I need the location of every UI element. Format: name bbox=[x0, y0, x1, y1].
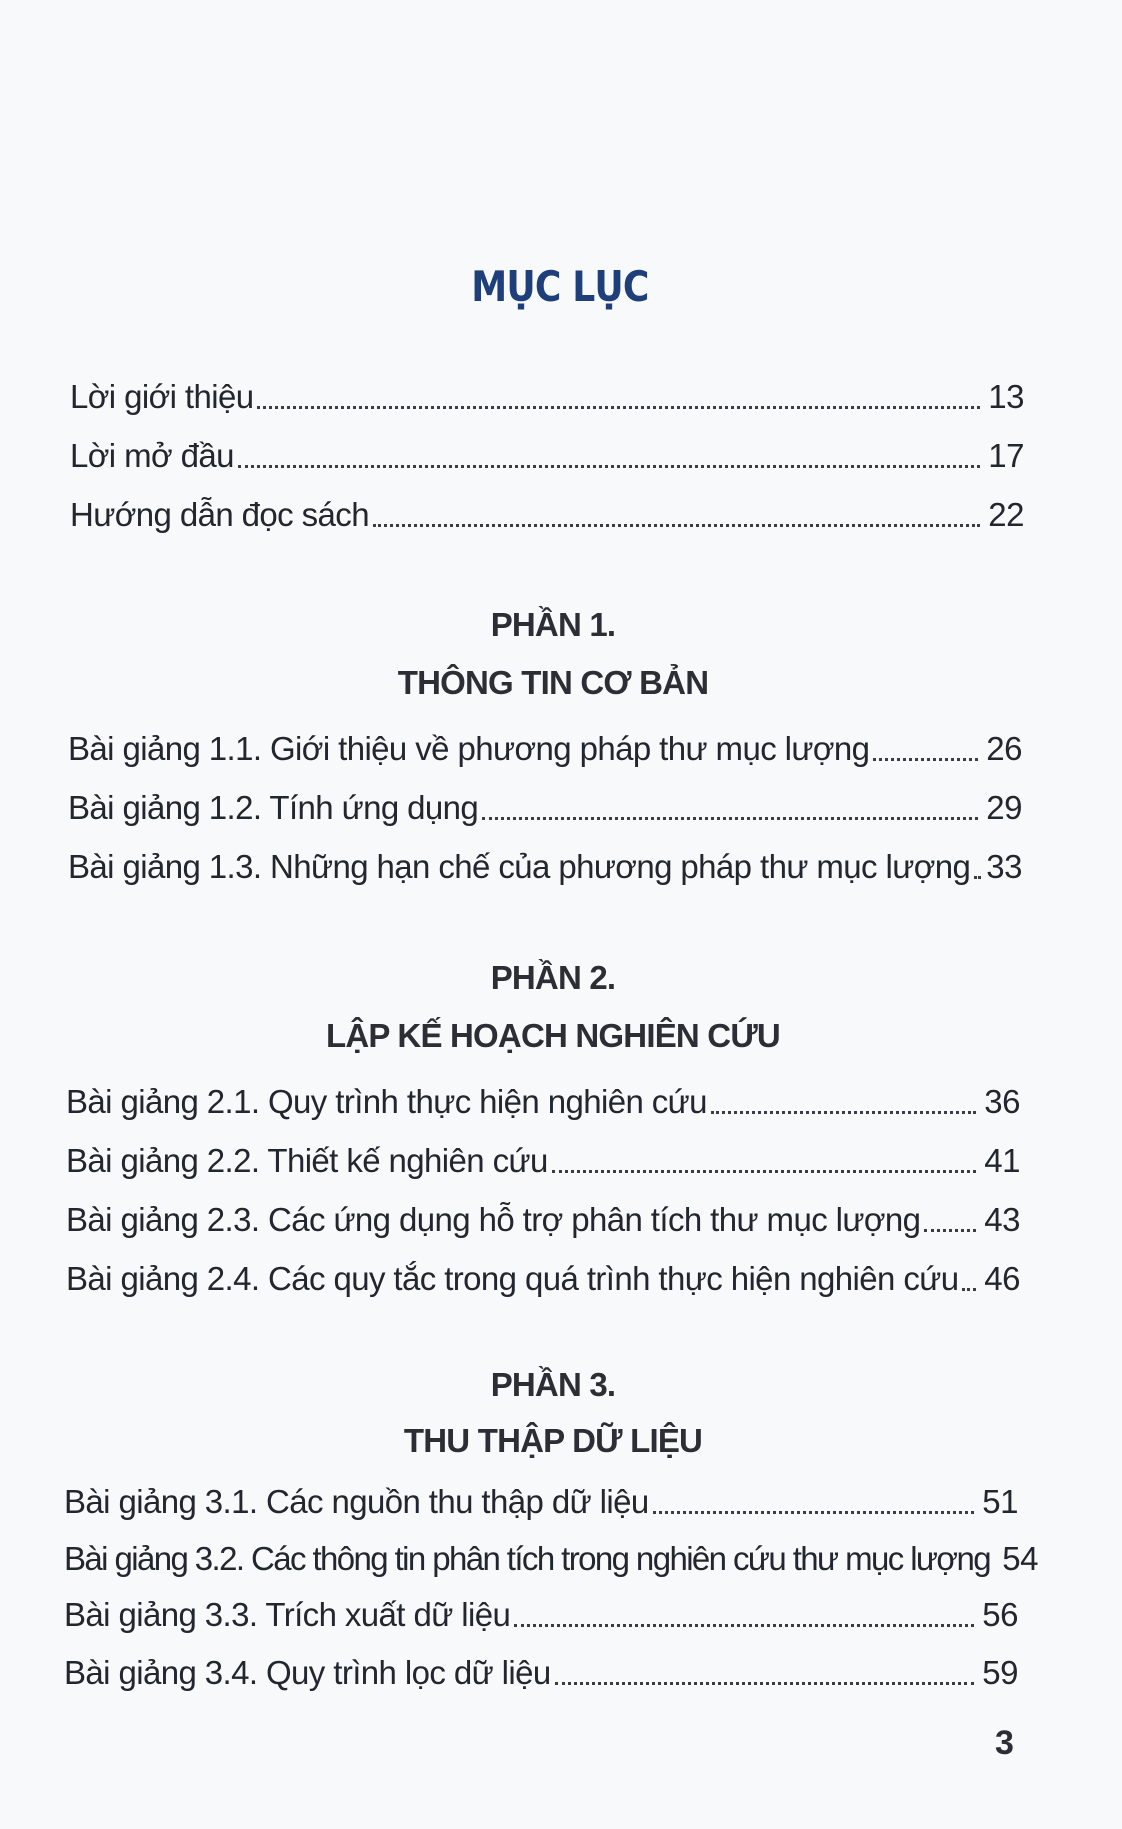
toc-entry-page: 29 bbox=[986, 789, 1022, 826]
toc-entry bbox=[66, 1198, 1020, 1242]
toc-entry-preface bbox=[70, 434, 1024, 478]
dot-leader bbox=[962, 1287, 976, 1291]
toc-entry-page: 51 bbox=[982, 1483, 1018, 1520]
toc-entry-reading-guide bbox=[70, 493, 1024, 537]
toc-entry-intro bbox=[70, 375, 1024, 419]
toc-entry-page: 43 bbox=[984, 1201, 1020, 1238]
part-1-subtitle: THÔNG TIN CƠ BẢN bbox=[397, 664, 709, 701]
toc-entry bbox=[64, 1480, 1018, 1524]
toc-entry-label: Bài giảng 2.2. Thiết kế nghiên cứu bbox=[66, 1142, 548, 1179]
part-2-subtitle: LẬP KẾ HOẠCH NGHIÊN CỨU bbox=[326, 1017, 780, 1054]
toc-entry bbox=[66, 1257, 1020, 1301]
dot-leader bbox=[873, 757, 978, 761]
toc-entry-label: Hướng dẫn đọc sách bbox=[70, 496, 369, 533]
toc-entry-label: Bài giảng 2.4. Các quy tắc trong quá trình thực hiện nghiên cứu bbox=[66, 1260, 959, 1297]
toc-entry bbox=[68, 727, 1022, 771]
toc-entry-page: 17 bbox=[988, 437, 1024, 474]
toc-entry-label: Lời mở đầu bbox=[70, 437, 234, 474]
part-3-heading: PHẦN 3. bbox=[490, 1366, 616, 1403]
toc-entry-page: 56 bbox=[982, 1596, 1018, 1633]
dot-leader bbox=[514, 1623, 974, 1627]
toc-entry-page: 54 bbox=[1002, 1540, 1038, 1577]
toc-entry bbox=[66, 1080, 1020, 1124]
toc-entry-page: 26 bbox=[986, 730, 1022, 767]
part-3-subtitle: THU THẬP DỮ LIỆU bbox=[403, 1422, 703, 1459]
toc-entry bbox=[64, 1537, 1038, 1581]
part-1-heading: PHẦN 1. bbox=[490, 606, 616, 643]
toc-entry-label: Bài giảng 3.3. Trích xuất dữ liệu bbox=[64, 1596, 511, 1633]
part-2-heading: PHẦN 2. bbox=[490, 959, 616, 996]
dot-leader bbox=[482, 816, 978, 820]
toc-entry-label: Bài giảng 3.2. Các thông tin phân tích trong nghiên cứu thư mục lượng bbox=[64, 1540, 990, 1577]
toc-entry bbox=[66, 1139, 1020, 1183]
page-title: MỤC LỤC bbox=[471, 262, 649, 311]
toc-entry-page: 22 bbox=[988, 496, 1024, 533]
toc-entry-label: Bài giảng 2.1. Quy trình thực hiện nghiên cứu bbox=[66, 1083, 707, 1120]
toc-entry bbox=[68, 845, 1022, 889]
dot-leader bbox=[711, 1110, 976, 1114]
dot-leader bbox=[373, 523, 980, 527]
toc-entry-page: 13 bbox=[988, 378, 1024, 415]
toc-entry bbox=[68, 786, 1022, 830]
toc-entry-page: 59 bbox=[982, 1654, 1018, 1691]
dot-leader bbox=[257, 405, 980, 409]
dot-leader bbox=[974, 875, 978, 879]
toc-entry-label: Bài giảng 1.1. Giới thiệu về phương pháp thư mục lượng bbox=[68, 730, 870, 767]
toc-entry-page: 41 bbox=[984, 1142, 1020, 1179]
page-number: 3 bbox=[995, 1724, 1014, 1762]
toc-entry-label: Bài giảng 1.2. Tính ứng dụng bbox=[68, 789, 479, 826]
toc-entry-label: Bài giảng 2.3. Các ứng dụng hỗ trợ phân tích thư mục lượng bbox=[66, 1201, 921, 1238]
dot-leader bbox=[924, 1228, 976, 1232]
toc-entry-label: Bài giảng 3.4. Quy trình lọc dữ liệu bbox=[64, 1654, 551, 1691]
dot-leader bbox=[653, 1510, 974, 1514]
toc-entry-label: Bài giảng 1.3. Những hạn chế của phương pháp thư mục lượng bbox=[68, 848, 971, 885]
toc-entry-label: Bài giảng 3.1. Các nguồn thu thập dữ liệu bbox=[64, 1483, 649, 1520]
dot-leader bbox=[238, 464, 980, 468]
toc-entry bbox=[64, 1593, 1018, 1637]
toc-entry-label: Lời giới thiệu bbox=[70, 378, 254, 415]
dot-leader bbox=[555, 1681, 974, 1685]
toc-entry-page: 36 bbox=[984, 1083, 1020, 1120]
toc-entry bbox=[64, 1651, 1018, 1695]
toc-entry-page: 46 bbox=[984, 1260, 1020, 1297]
dot-leader bbox=[552, 1169, 976, 1173]
toc-entry-page: 33 bbox=[986, 848, 1022, 885]
